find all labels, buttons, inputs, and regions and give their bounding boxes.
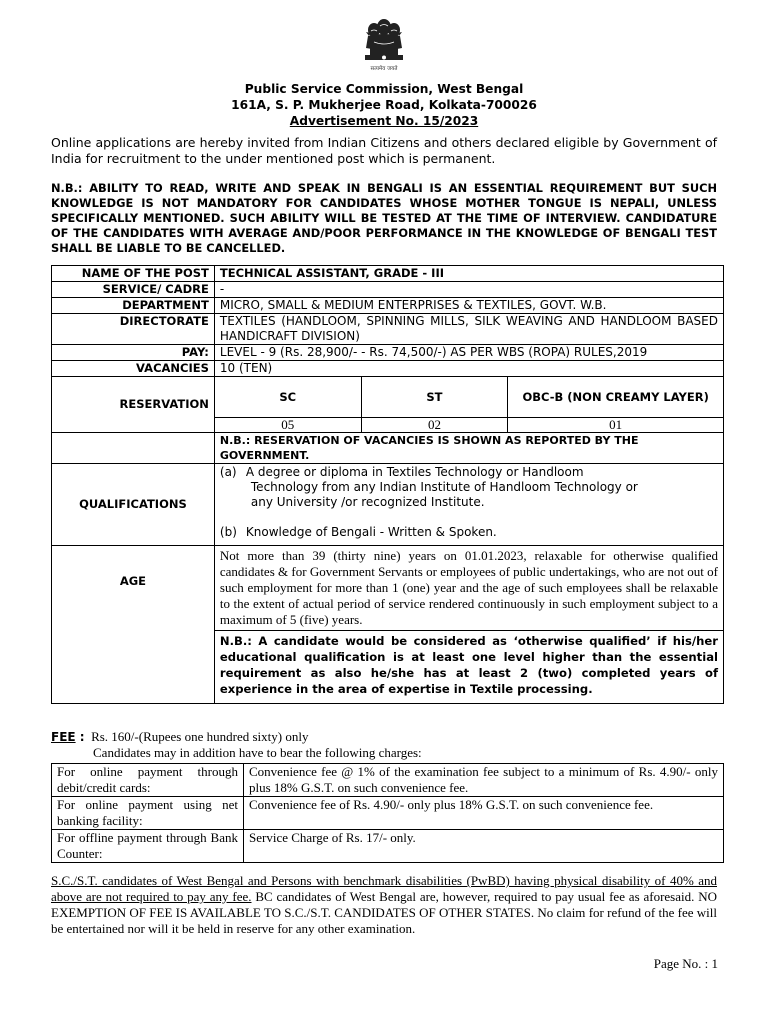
fee-line: FEE : Rs. 160/-(Rupees one hundred sixty) only	[51, 729, 309, 744]
table-row	[52, 314, 724, 345]
table-row	[52, 266, 724, 282]
department-label: DEPARTMENT	[52, 298, 215, 314]
cadre-value: -	[214, 282, 723, 298]
table-row	[52, 298, 724, 314]
table-row	[52, 546, 724, 631]
directorate-label: DIRECTORATE	[52, 314, 215, 345]
post-name-label: NAME OF THE POST	[52, 266, 215, 282]
payment-mode-cards: For online payment through debit/credit cards:	[52, 764, 244, 797]
payment-charge-cards: Convenience fee @ 1% of the examination fee subject to a minimum of Rs. 4.90/- only plus 18% G.S.T. on such convenience fee.	[244, 764, 724, 797]
payment-mode-netbanking: For online payment using net banking facility:	[52, 797, 244, 830]
org-address: 161A, S. P. Mukherjee Road, Kolkata-700026	[231, 98, 537, 112]
fee-label: FEE	[51, 730, 76, 744]
intro-paragraph: Online applications are hereby invited from Indian Citizens and others declared eligible by Government of India for recruitment to the under mentioned post which is permanent.	[51, 135, 717, 166]
table-row	[52, 345, 724, 361]
fee-amount: Rs. 160/-(Rupees one hundred sixty) only	[84, 729, 309, 744]
post-details-table	[51, 265, 724, 704]
advertisement-number: Advertisement No. 15/2023	[289, 114, 479, 128]
fee-exemption-paragraph	[51, 873, 717, 937]
reservation-note: N.B.: RESERVATION OF VACANCIES IS SHOWN AS REPORTED BY THE GOVERNMENT.	[214, 433, 723, 464]
vacancies-value: 10 (TEN)	[214, 361, 723, 377]
table-row	[52, 377, 724, 418]
age-nb-note: N.B.: A candidate would be considered as ‘otherwise qualified’ if his/her educational qualification is at least one level higher than the essential requirement as also he/she has at least 2 (two) completed years of experience in the area of expertise in Textile processing.	[214, 631, 723, 704]
department-value: MICRO, SMALL & MEDIUM ENTERPRISES & TEXTILES, GOVT. W.B.	[214, 298, 723, 314]
fee-exemption-underlined: S.C./S.T. candidates of West Bengal and Persons with benchmark disabilities (PwBD) having physical disability of 40% and above are not required to pay any fee.	[51, 873, 717, 904]
reservation-label: RESERVATION	[52, 377, 215, 433]
table-row	[52, 282, 724, 298]
table-row	[52, 764, 724, 797]
table-row	[52, 464, 724, 546]
fee-additional-charges: Candidates may in addition have to bear the following charges:	[93, 745, 422, 760]
reservation-value-st: 02	[361, 418, 508, 433]
org-name: Public Service Commission, West Bengal	[244, 82, 524, 96]
bengali-requirement-note: N.B.: ABILITY TO READ, WRITE AND SPEAK IN BENGALI IS AN ESSENTIAL REQUIREMENT BUT SUCH KNOWLEDGE IS NOT MANDATORY FOR CANDIDATES WHOSE MOTHER TONGUE IS NEPALI, UNLESS SPECIFICALLY MENTIONED. SUCH ABILITY WILL BE TESTED AT THE TIME OF INTERVIEW. CANDIDATURE OF THE CANDIDATES WITH AVERAGE AND/POOR PERFORMANCE IN THE KNOWLEDGE OF BENGALI TEST SHALL BE LIABLE TO BE CANCELLED.	[51, 181, 717, 255]
payment-mode-offline: For offline payment through Bank Counter:	[52, 830, 244, 863]
reservation-header-sc: SC	[214, 377, 361, 418]
reservation-header-st: ST	[361, 377, 508, 418]
table-row	[52, 433, 724, 464]
reservation-value-obc: 01	[508, 418, 724, 433]
qualification-a: (a) A degree or diploma in Textiles Technology or Handloom Technology from any Indian Institute of Handloom Technology or any University /or recognized Institute.	[219, 465, 638, 509]
pay-label: PAY:	[52, 345, 215, 361]
qualification-b: (b) Knowledge of Bengali - Written & Spoken.	[219, 525, 497, 539]
pay-value: LEVEL - 9 (Rs. 28,900/- - Rs. 74,500/-) AS PER WBS (ROPA) RULES,2019	[214, 345, 723, 361]
cadre-label: SERVICE/ CADRE	[52, 282, 215, 298]
empty-cell	[52, 433, 215, 464]
reservation-value-sc: 05	[214, 418, 361, 433]
qualifications-cell	[214, 464, 723, 546]
post-name-value: TECHNICAL ASSISTANT, GRADE - III	[214, 266, 723, 282]
directorate-value: TEXTILES (HANDLOOM, SPINNING MILLS, SILK WEAVING AND HANDLOOM BASED HANDICRAFT DIVISION)	[214, 314, 723, 345]
age-label: AGE	[52, 546, 215, 704]
fee-exemption-rest: BC candidates of West Bengal are, however, required to pay usual fee as aforesaid. NO EXEMPTION OF FEE IS AVAILABLE TO S.C./S.T. CANDIDATES OF OTHER STATES. No claim for refund of the fee will be entertained nor will it be held in reserve for any other examination.	[51, 889, 717, 936]
payment-charge-netbanking: Convenience fee of Rs. 4.90/- only plus 18% G.S.T. on such convenience fee.	[244, 797, 724, 830]
fee-charges-table	[51, 763, 724, 863]
table-row	[52, 830, 724, 863]
vacancies-label: VACANCIES	[52, 361, 215, 377]
table-row	[52, 361, 724, 377]
age-text: Not more than 39 (thirty nine) years on 01.01.2023, relaxable for otherwise qualified candidates & for Government Servants or employees of public undertakings, who are not out of such employment for more than 1 (one) year and the age of such employees shall be relaxable to the extent of actual period of service rendered continuously in such employment subject to a maximum of 5 (five) years.	[214, 546, 723, 631]
payment-charge-offline: Service Charge of Rs. 17/- only.	[244, 830, 724, 863]
table-row	[52, 797, 724, 830]
reservation-header-obc: OBC-B (NON CREAMY LAYER)	[508, 377, 724, 418]
emblem-caption: सत्यमेव जयते	[370, 66, 398, 72]
qualifications-label: QUALIFICATIONS	[52, 464, 215, 546]
page-number: Page No. : 1	[653, 956, 718, 971]
